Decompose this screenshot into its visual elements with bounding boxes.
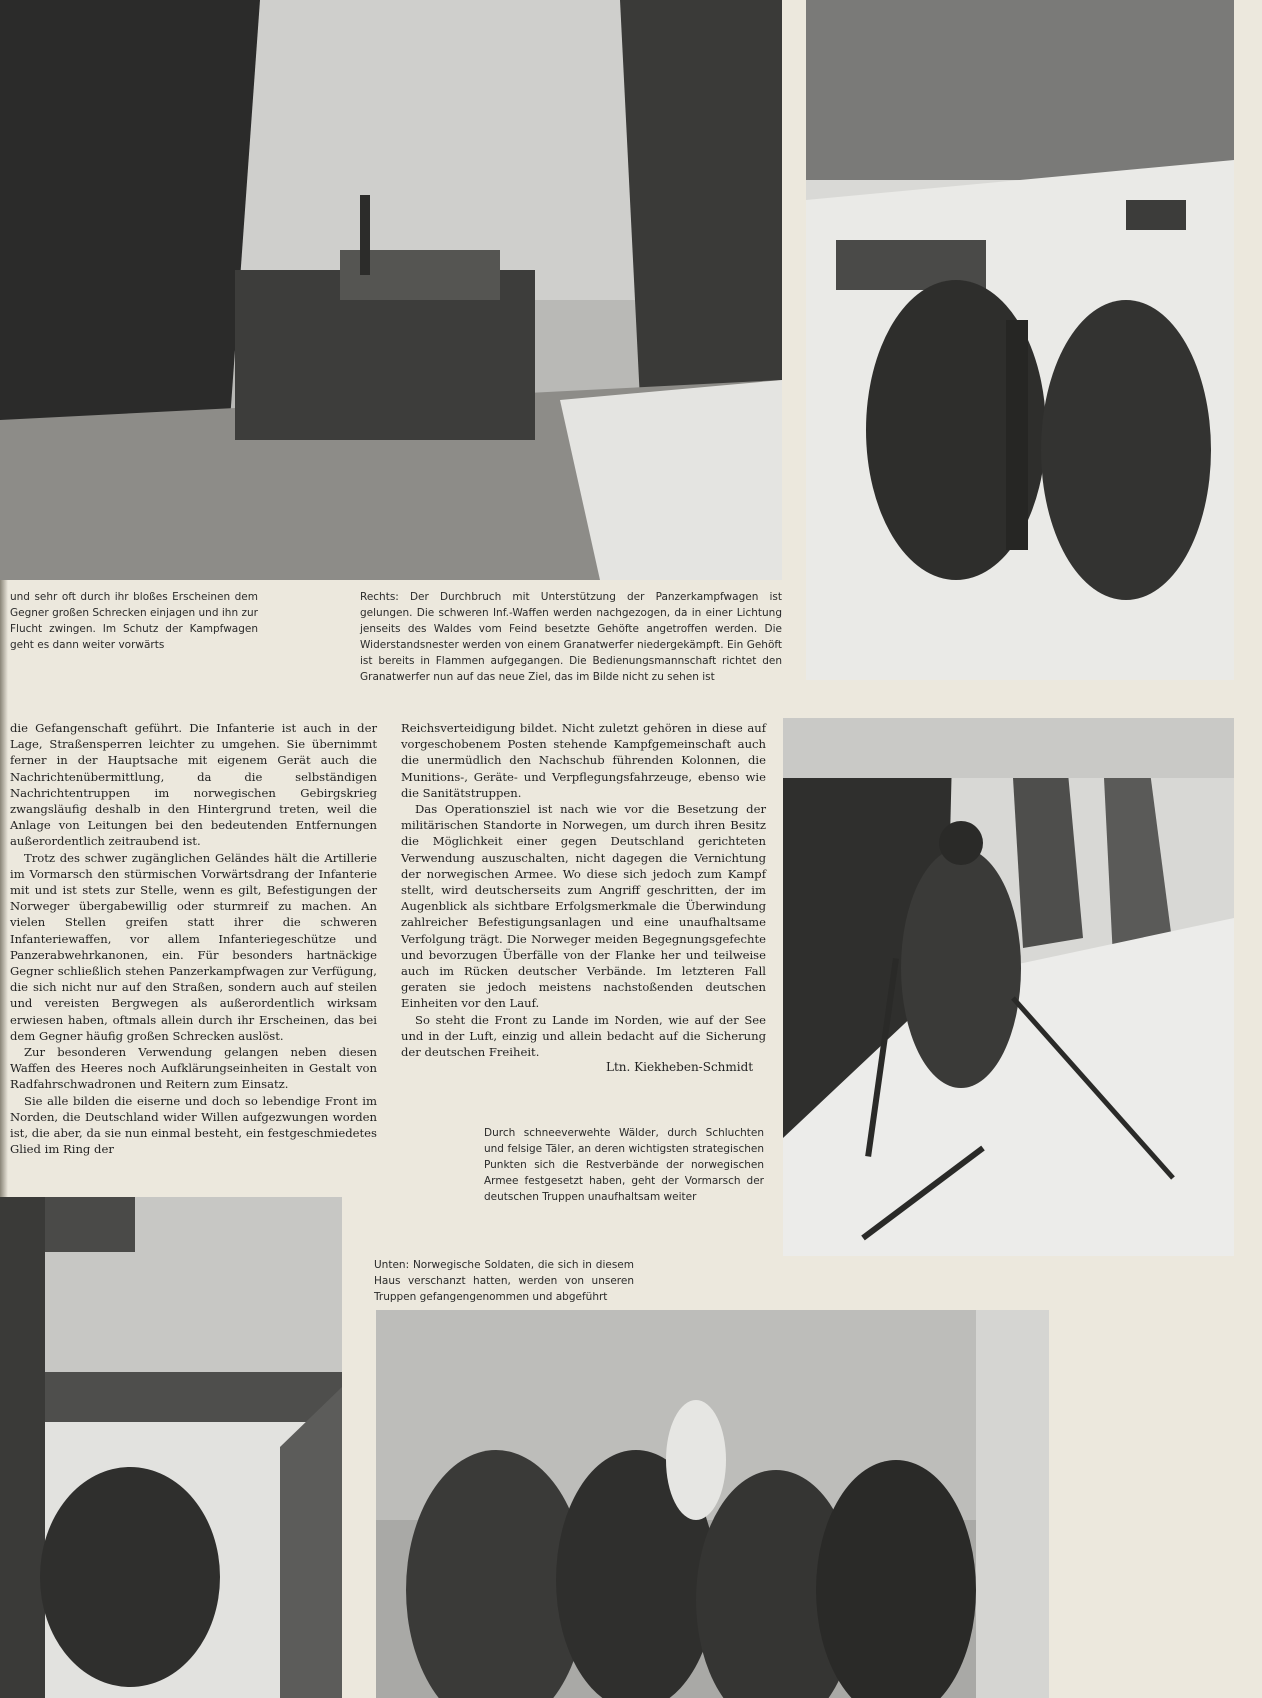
caption-tank: und sehr oft durch ihr bloßes Erscheinen dem Gegner großen Schrecken einjagen und ihn zur Flucht zwingen. Im Schutz der Kampfwagen geht es dann weiter vorwärts	[10, 591, 258, 651]
article-paragraph: Das Operationsziel ist nach wie vor die Besetzung der militärischen Standorte in Norwegen, um durch ihren Besitz die Möglichkeit einer gegen Deutschland gerichteten Verwendung auszuschalten, nicht dagegen die Vernichtung der norwegischen Armee. Wo diese sich jedoch zum Kampf stellt, wird deutscherseits zum Angriff geschritten, der im Augenblick als sichtbare Erfolgsmerkmale die Überwindung zahlreicher Befestigungsanlagen und eine unaufhaltsame Verfolgung trägt. Die Norweger meiden Begegnungsgefechte und bevorzugen Überfälle von der Flanke her und teilweise auch im Rücken deutscher Verbände. Im letzteren Fall geraten sie jedoch meistens nachstoßenden deutschen Einheiten vor den Lauf.	[401, 802, 766, 1011]
caption-mortar: Rechts: Der Durchbruch mit Unterstützung der Panzerkampfwagen ist gelungen. Die schweren Inf.-Waffen werden nachgezogen, da in einer Lichtung jenseits des Waldes vom Feind besetzte Gehöfte angetroffen werden. Die Widerstandsnester werden von einem Granatwerfer niedergekämpft. Ein Gehöft ist bereits in Flammen aufgegangen. Die Bedienungsmannschaft richtet den Granatwerfer nun auf das neue Ziel, das im Bilde nicht zu sehen ist	[360, 591, 782, 683]
photo-tank-road	[0, 0, 782, 580]
photo-ski-soldier	[783, 718, 1234, 1256]
photo-house-soldiers	[0, 1197, 342, 1698]
article-paragraph: So steht die Front zu Lande im Norden, wie auf der See und in der Luft, einzig und allein bedacht auf die Sicherung der deutschen Freiheit.	[401, 1012, 766, 1060]
photo-mortar-crew	[806, 0, 1234, 680]
article-paragraph: Reichsverteidigung bildet. Nicht zuletzt gehören in diese auf vorgeschobenem Posten stehende Kampfgemeinschaft auch die unermüdlich den Nachschub führenden Kolonnen, die Munitions-, Geräte- und Verpflegungsfahrzeuge, ebenso wie die Sanitätstruppen.	[401, 721, 766, 800]
article-paragraph: Zur besonderen Verwendung gelangen neben diesen Waffen des Heeres noch Aufklärungseinheiten in Gestalt von Radfahrschwadronen und Reitern zum Einsatz.	[10, 1045, 377, 1092]
article-paragraph: Trotz des schwer zugänglichen Geländes hält die Artillerie im Vormarsch den stürmischen Vorwärtsdrang der Infanterie mit und ist stets zur Stelle, wenn es gilt, Befestigungen der Norweger übergabewillig oder sturmreif zu machen. An vielen Stellen greifen statt ihrer die schweren Infanteriewaffen, vor allem Infanteriegeschütze und Panzerabwehrkanonen, ein. Für besonders hartnäckige Gegner schließlich stehen Panzerkampfwagen zur Verfügung, die sich nicht nur auf den Straßen, sondern auch auf steilen und vereisten Bergwegen als außerordentlich wirksam erwiesen haben, oftmals allein durch ihr Erscheinen, das bei dem Gegner häufig großen Schrecken auslöst.	[10, 850, 377, 1043]
caption-ski: Durch schneeverwehte Wälder, durch Schluchten und felsige Täler, an deren wichtigsten strategischen Punkten sich die Restverbände der norwegischen Armee festgesetzt haben, geht der Vormarsch der deutschen Truppen unaufhaltsam weiter	[484, 1127, 764, 1203]
caption-prisoners: Unten: Norwegische Soldaten, die sich in diesem Haus verschanzt hatten, werden von unseren Truppen gefangengenommen und abgeführt	[374, 1259, 634, 1303]
article-paragraph: die Gefangenschaft geführt. Die Infanterie ist auch in der Lage, Straßensperren leichter zu umgehen. Sie übernimmt ferner in der Hauptsache mit eigenem Gerät auch die Nachrichtenübermittlung, da die selbständigen Nachrichtentruppen im norwegischen Gebirgskrieg zwangsläufig deshalb in den Hintergrund treten, weil die Anlage von Leitungen bei den bedeutenden Entfernungen außerordentlich zeitraubend ist.	[10, 721, 377, 849]
photo-prisoners	[376, 1310, 1049, 1698]
article-paragraph: Sie alle bilden die eiserne und doch so lebendige Front im Norden, die Deutschland wider Willen aufgezwungen worden ist, die aber, da sie nun einmal besteht, ein festgeschmiedetes Glied im Ring der	[10, 1093, 377, 1157]
article-column-2	[401, 720, 766, 1060]
article-column-1	[10, 720, 377, 1157]
author-signature: Ltn. Kiekheben-Schmidt	[606, 1060, 754, 1074]
